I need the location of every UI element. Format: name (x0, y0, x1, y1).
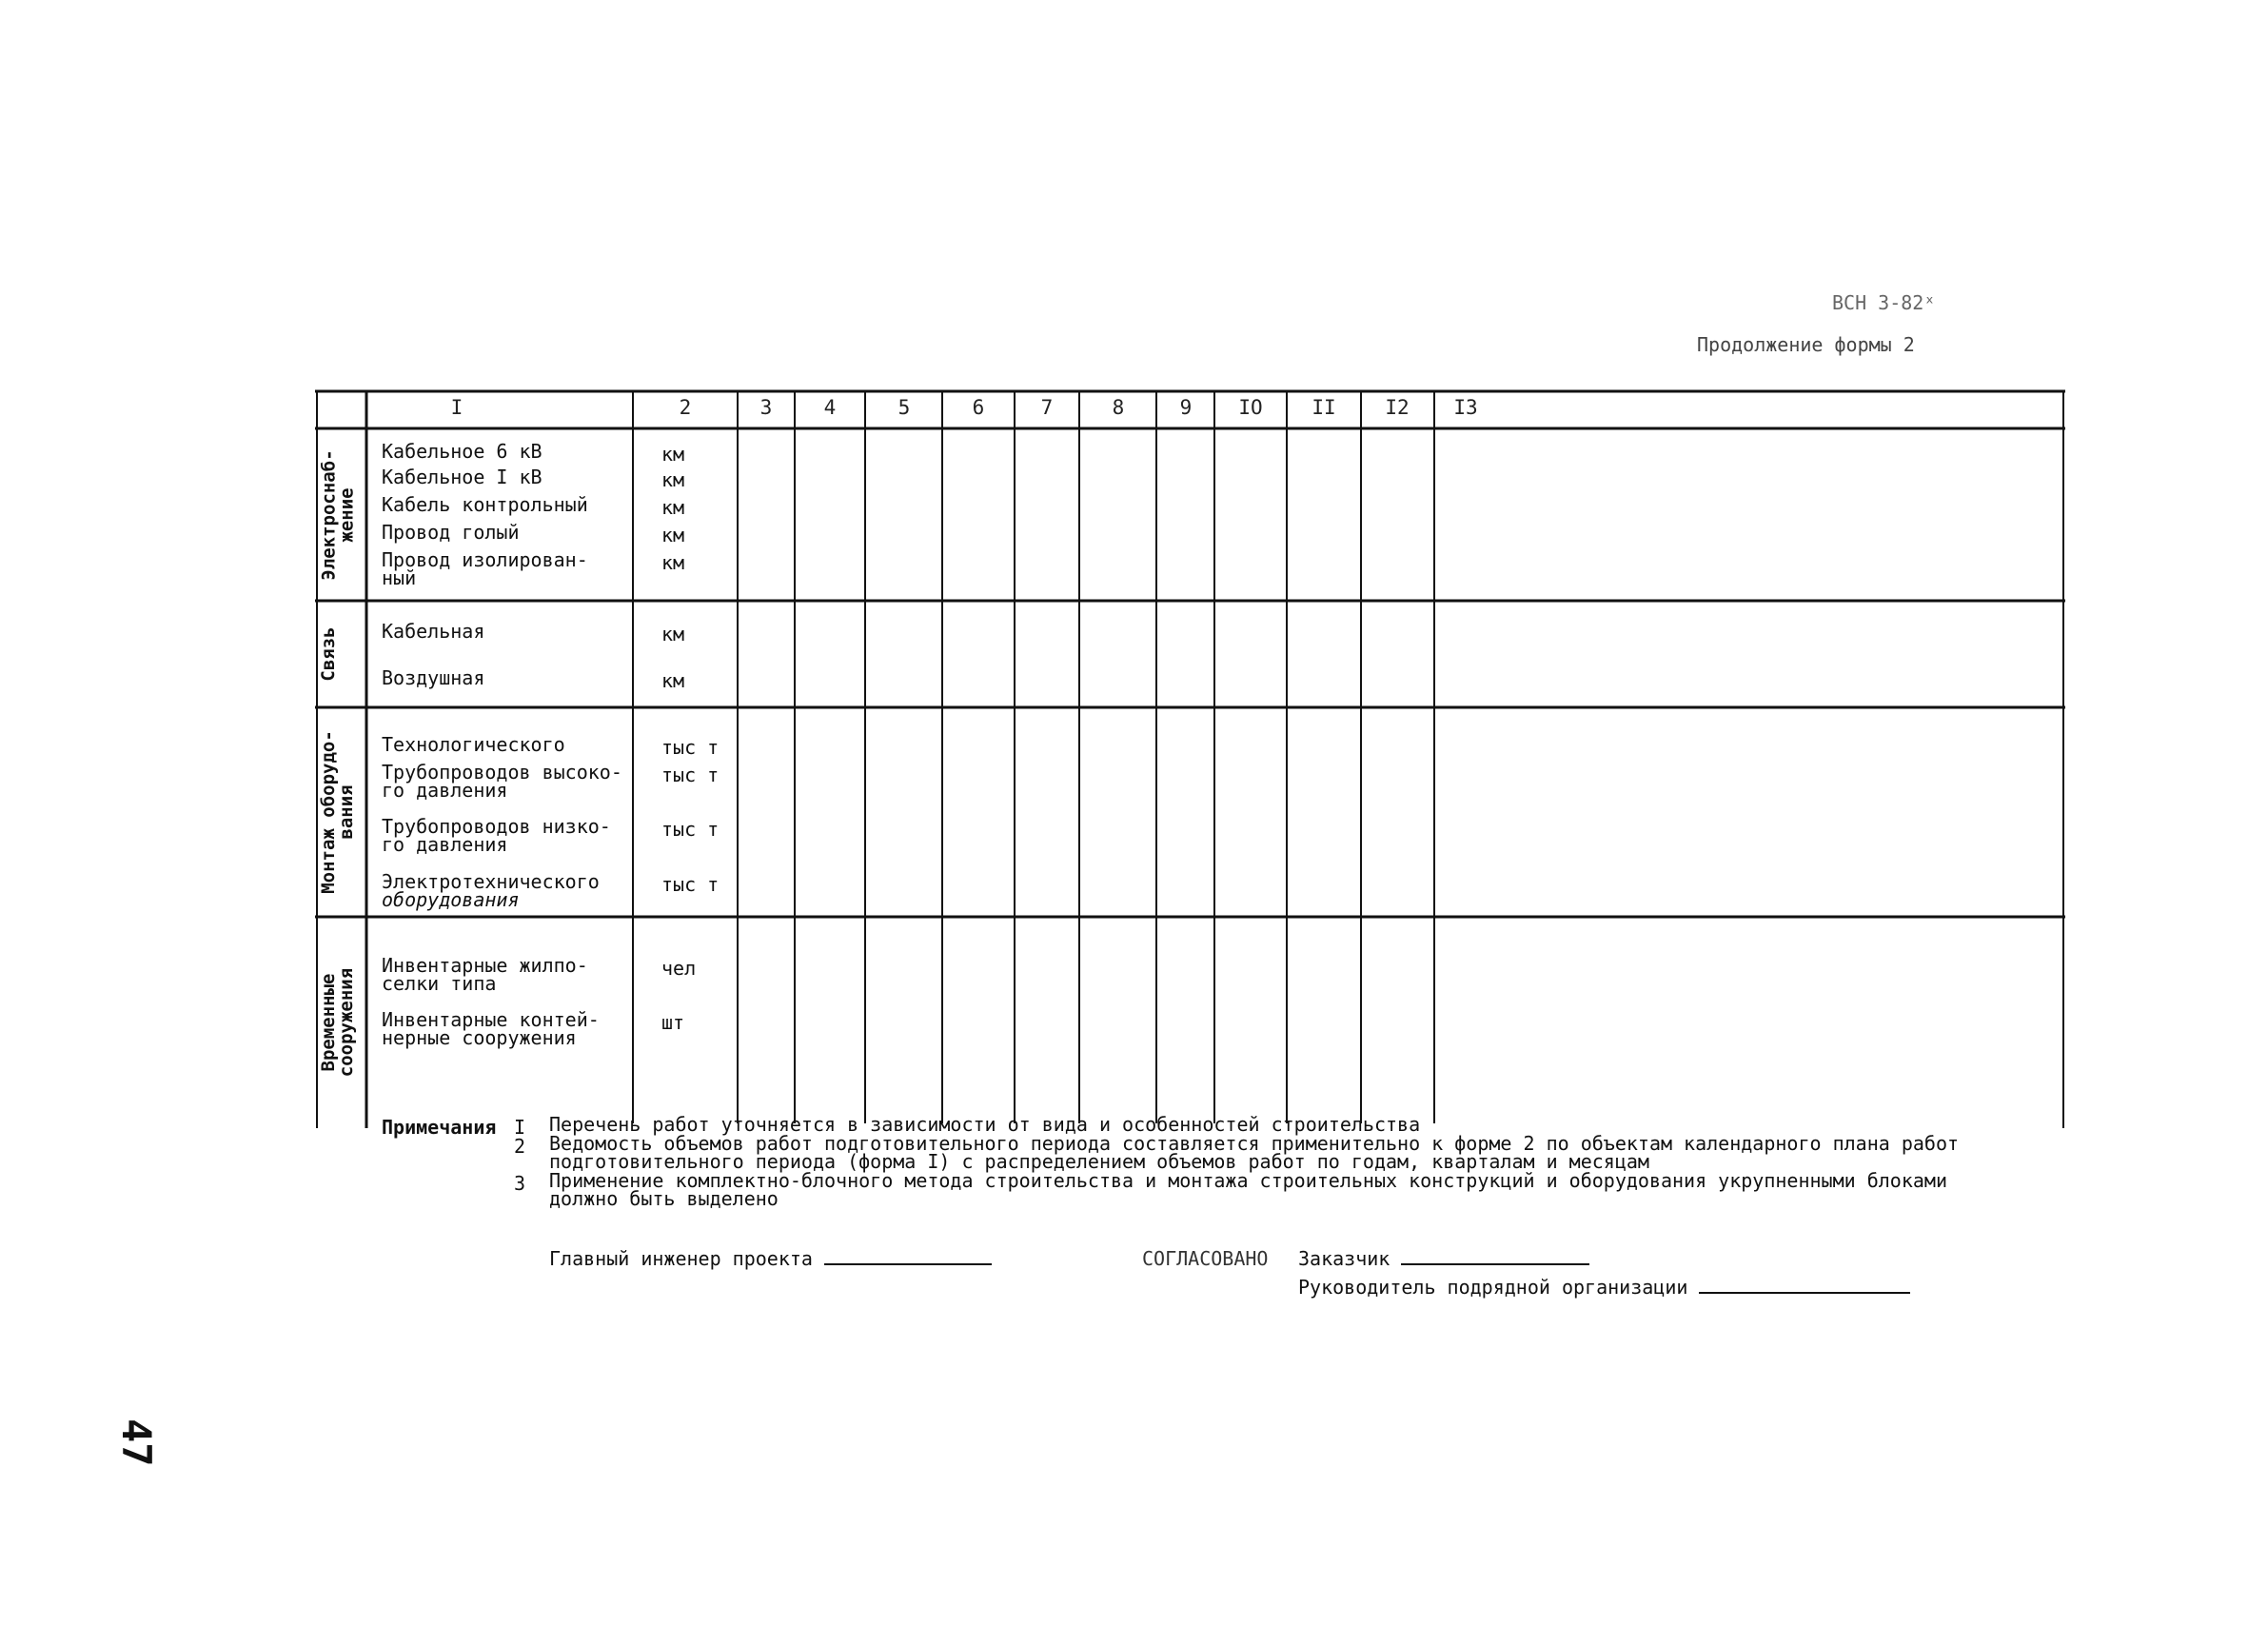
work-item-name-line: Трубопроводов низко- (382, 815, 611, 838)
group-label-1 (320, 433, 364, 596)
work-item-unit: тыс т (661, 764, 720, 786)
work-item (382, 620, 485, 643)
group-label-line: Временные (318, 973, 339, 1072)
note-text-line: подготовительного периода (форма I) с распределением объемов работ по годам, кварталам и месяцам (549, 1150, 1649, 1173)
work-item-name-line: Инвентарные контей- (382, 1008, 600, 1031)
column-number-10: IO (1238, 396, 1263, 419)
page-number: 47 (113, 1419, 160, 1467)
note-text (549, 1169, 1948, 1210)
work-item-unit: тыс т (661, 736, 720, 759)
group-label-line: вания (336, 784, 357, 840)
work-item-name-line: Трубопроводов высоко- (382, 761, 622, 784)
work-item-unit: км (661, 623, 685, 645)
column-number-4: 4 (823, 396, 837, 419)
work-item-name-line: Инвентарные жилпо- (382, 954, 588, 977)
work-item-unit: км (661, 669, 685, 692)
work-item-unit: тыс т (661, 873, 720, 896)
contractor-signature (1298, 1276, 1910, 1299)
group-label-line: сооружения (336, 967, 357, 1078)
group-label-line: жение (336, 486, 357, 543)
work-item-name-line: го давления (382, 779, 508, 802)
work-item-unit: шт (661, 1011, 685, 1034)
work-item-name-line: селки типа (382, 972, 497, 995)
column-number-3: 3 (759, 396, 773, 419)
customer-signature-line (1401, 1248, 1589, 1265)
note-number: I (514, 1116, 526, 1139)
column-number-11: II (1311, 396, 1336, 419)
work-item-name-line: Кабельное 6 кВ (382, 440, 542, 463)
work-item (382, 493, 588, 516)
note-text (549, 1132, 1960, 1173)
work-item (382, 815, 611, 856)
group-label-line: Связь (318, 626, 339, 682)
customer-signature (1298, 1247, 1589, 1270)
chief-engineer-signature-line (824, 1248, 992, 1265)
column-number-13: I3 (1453, 396, 1478, 419)
column-number-7: 7 (1040, 396, 1054, 419)
notes-heading: Примечания (382, 1116, 497, 1139)
work-item-name-line: Провод голый (382, 521, 520, 544)
note-number: 2 (514, 1135, 526, 1158)
note-text-line: Перечень работ уточняется в зависимости от вида и особенностей строительства (549, 1113, 1421, 1136)
column-number-2: 2 (679, 396, 692, 419)
group-label-4 (320, 922, 364, 1123)
contractor-signature-line (1699, 1277, 1910, 1294)
work-item (382, 440, 542, 463)
work-item-unit: км (661, 496, 685, 519)
column-number-6: 6 (972, 396, 985, 419)
column-number-12: I2 (1385, 396, 1410, 419)
work-item-name-line: Электротехнического (382, 870, 600, 893)
work-item-name-line: го давления (382, 833, 508, 856)
work-item (382, 733, 565, 756)
column-number-5: 5 (897, 396, 911, 419)
contractor-label: Руководитель подрядной организации (1298, 1276, 1688, 1299)
work-item (382, 548, 588, 589)
work-item-name-line: Технологического (382, 733, 565, 756)
form-continuation-label: Продолжение формы 2 (1697, 333, 1915, 356)
note-text-line: должно быть выделено (549, 1187, 779, 1210)
work-item-name-line: Провод изолирован- (382, 548, 588, 571)
chief-engineer-signature (549, 1247, 992, 1270)
work-item-name-line: Кабель контрольный (382, 493, 588, 516)
work-item (382, 954, 588, 995)
note-text-line: Ведомость объемов работ подготовительного периода составляется применительно к форме 2 по объектам календарного плана работ (549, 1132, 1960, 1155)
work-item-name-line: Кабельная (382, 620, 485, 643)
work-item (382, 666, 485, 689)
work-item-name-line: нерные сооружения (382, 1026, 577, 1049)
column-number-9: 9 (1179, 396, 1193, 419)
work-item-unit: чел (661, 957, 697, 980)
work-item (382, 761, 622, 802)
group-label-line: Монтаж оборудо- (318, 730, 339, 894)
note-text-line: Применение комплектно-блочного метода строительства и монтажа строительных конструкций и оборудования укрупненными блоками (549, 1169, 1948, 1192)
work-item (382, 1008, 600, 1049)
column-number-1: I (450, 396, 463, 419)
column-number-8: 8 (1112, 396, 1125, 419)
chief-engineer-label: Главный инженер проекта (549, 1247, 813, 1270)
work-item-unit: км (661, 443, 685, 466)
work-item-name-line: оборудования (382, 888, 520, 911)
group-label-3 (320, 712, 364, 912)
group-label-2 (320, 605, 364, 703)
work-item-name-line: Воздушная (382, 666, 485, 689)
work-item-name-line: ный (382, 566, 417, 589)
work-item-unit: км (661, 468, 685, 491)
agreed-label: СОГЛАСОВАНО (1142, 1247, 1269, 1270)
group-label-line: Электроснаб- (318, 448, 339, 581)
work-item (382, 870, 600, 911)
customer-label: Заказчик (1298, 1247, 1390, 1270)
document-code: ВСН 3-82ˣ (1832, 291, 1936, 314)
work-item-name-line: Кабельное I кВ (382, 466, 542, 488)
work-item (382, 468, 542, 486)
note-number: 3 (514, 1172, 526, 1195)
work-item-unit: км (661, 524, 685, 546)
work-item-unit: км (661, 551, 685, 574)
work-item (382, 521, 520, 544)
work-item-unit: тыс т (661, 818, 720, 841)
